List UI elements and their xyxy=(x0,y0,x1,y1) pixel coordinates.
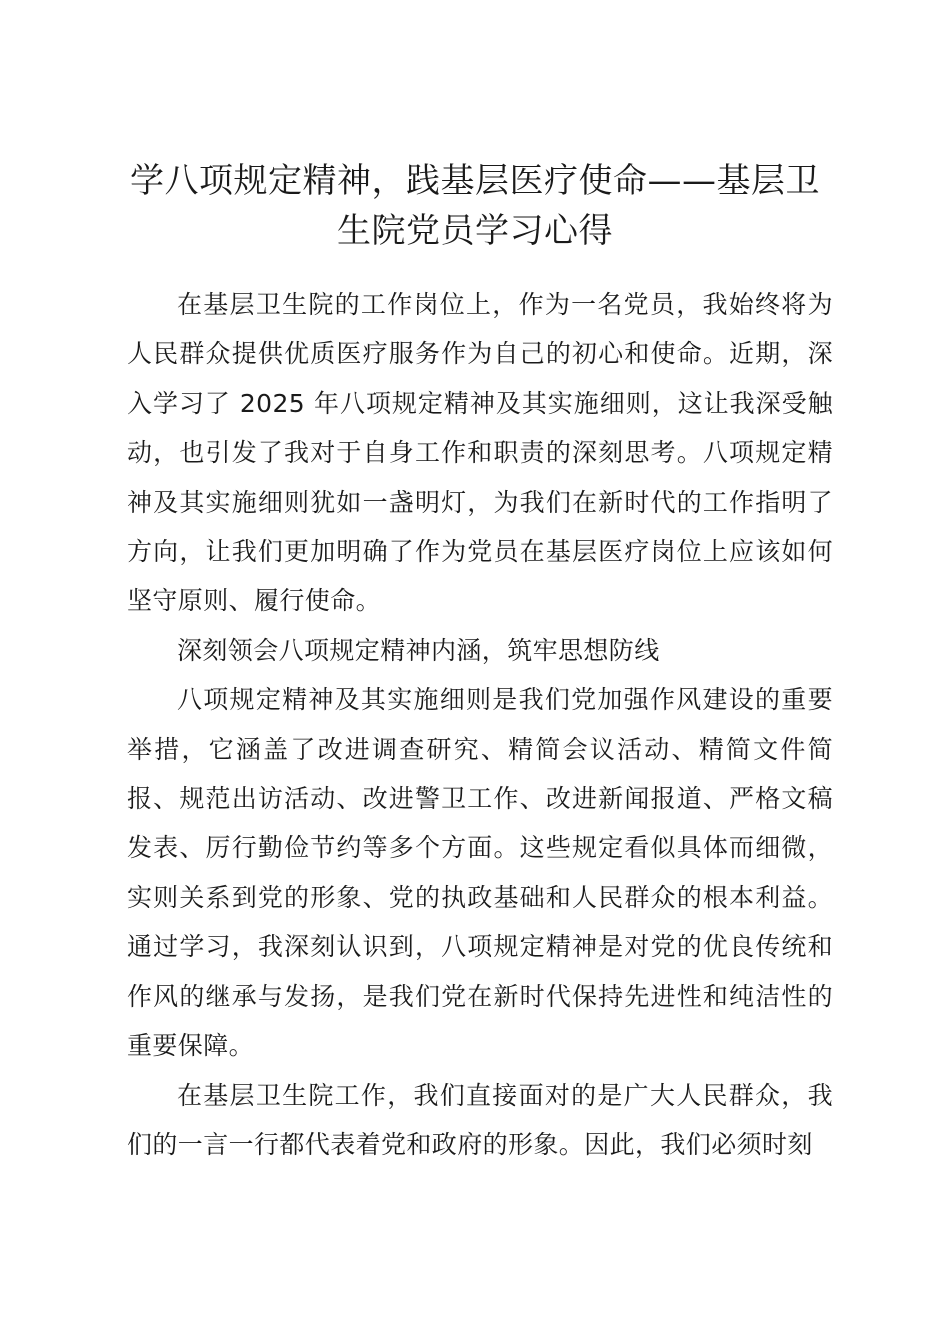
document-body xyxy=(127,280,833,1169)
paragraph-grassroots: 在基层卫生院工作，我们直接面对的是广大人民群众，我们的一言一行都代表着党和政府的形象。因此，我们必须时刻 xyxy=(127,1080,833,1159)
paragraph-connotation: 八项规定精神及其实施细则是我们党加强作风建设的重要举措，它涵盖了改进调查研究、精简会议活动、精简文件简报、规范出访活动、改进警卫工作、改进新闻报道、严格文稿发表、厉行勤俭节约等多个方面。这些规定看似具体而细微，实则关系到党的形象、党的执政基础和人民群众的根本利益。通过学习，我深刻认识到，八项规定精神是对党的优良传统和作风的继承与发扬，是我们党在新时代保持先进性和纯洁性的重要保障。 xyxy=(127,685,833,1061)
section-heading: 深刻领会八项规定精神内涵，筑牢思想防线 xyxy=(177,635,660,665)
document-title: 学八项规定精神，践基层医疗使命——基层卫生院党员学习心得 xyxy=(130,161,820,251)
paragraph-intro: 在基层卫生院的工作岗位上，作为一名党员，我始终将为人民群众提供优质医疗服务作为自己的初心和使命。近期，深入学习了 2025 年八项规定精神及其实施细则，这让我深受触动，也引发了我对于自身工作和职责的深刻思考。八项规定精神及其实施细则犹如一盏明灯，为我们在新时代的工作指明了方向，让我们更加明确了作为党员在基层医疗岗位上应该如何坚守原则、履行使命。 xyxy=(127,290,833,616)
